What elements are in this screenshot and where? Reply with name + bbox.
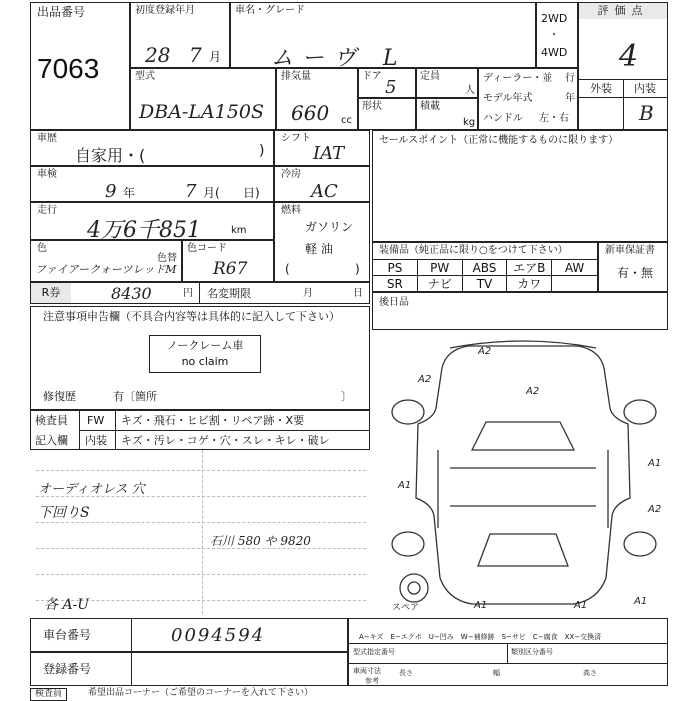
notes-title: 注意事項申告欄（不具合内容等は具体的に記入して下さい） xyxy=(43,310,340,323)
fuel-gas: ガソリン xyxy=(305,220,354,234)
type-value: DBA-LA150S xyxy=(139,101,264,123)
front-right-wheel xyxy=(624,400,656,424)
equipment-item: TV xyxy=(463,276,508,292)
mileage-label: 走行 xyxy=(37,205,57,216)
mark-a1-right: A1 xyxy=(648,458,662,469)
lot-number: 7063 xyxy=(37,53,100,84)
color-code-box xyxy=(182,240,274,282)
chassis-label: 車台番号 xyxy=(43,628,92,642)
bottom-strip xyxy=(30,688,668,700)
side-lines xyxy=(438,450,608,528)
mark-a2-hood: A2 xyxy=(526,386,540,397)
ac-box xyxy=(274,166,370,202)
windshield-outline xyxy=(472,422,574,450)
first-reg-label: 初度登録年月 xyxy=(135,5,195,16)
no-claim-box xyxy=(149,335,261,373)
mark-a1-bottom-2: A1 xyxy=(574,600,588,611)
day-unit: 日 xyxy=(353,288,363,299)
memo-note-1: オーディオレス 穴 xyxy=(38,482,145,497)
ext-label: 外装 xyxy=(590,82,612,95)
reg-label: 登録番号 xyxy=(43,662,92,676)
no-claim-2: no claim xyxy=(181,355,229,368)
front-left-wheel xyxy=(392,400,424,424)
model-box xyxy=(230,2,536,71)
shaken-year: 9 xyxy=(105,181,117,202)
name-change-label: 名変期限 xyxy=(207,287,251,300)
mileage-value: 4万6千851 xyxy=(87,218,201,243)
category-label: 類別区分番号 xyxy=(511,648,553,656)
color-code: R67 xyxy=(213,259,248,279)
score-box xyxy=(578,2,668,130)
shaken-day-unit: 日) xyxy=(243,186,260,200)
equipment-item: ナビ xyxy=(418,276,463,292)
chassis-box xyxy=(30,618,348,652)
dealer-box xyxy=(478,68,578,130)
fuel-paren-close: ) xyxy=(355,262,360,276)
recycle-label: R券 xyxy=(31,283,71,303)
color-code-label: 色コード xyxy=(187,243,227,254)
load-box xyxy=(416,98,478,130)
ref-label: 参考 xyxy=(365,677,379,685)
load-label: 積載 xyxy=(420,101,440,112)
history-close: ) xyxy=(259,143,265,159)
after-box xyxy=(372,292,668,330)
dealer-row: 行 xyxy=(565,73,575,84)
equipment-item: AW xyxy=(552,260,597,276)
kg-unit: kg xyxy=(463,117,476,128)
first-reg-month: 7 xyxy=(189,43,202,67)
fw-label: FW xyxy=(87,414,105,427)
inspector-box xyxy=(30,410,370,450)
drive-dot: ・ xyxy=(549,30,559,41)
warranty-box xyxy=(598,242,668,292)
recycle-row xyxy=(30,282,370,304)
reg-box xyxy=(30,652,348,686)
month-unit: 月 xyxy=(303,288,313,299)
doors-value: 5 xyxy=(385,77,397,98)
shift-value: IAT xyxy=(313,143,345,164)
legend-line: A−キズ E−エクボ U−凹み W−補修跡 S−サビ C−腐食 XX−交換済 xyxy=(359,633,602,641)
model-year-unit: 年 xyxy=(565,93,575,104)
color-box xyxy=(30,240,182,282)
lot-label: 出品番号 xyxy=(37,5,86,19)
legend-box xyxy=(348,618,668,686)
history-box xyxy=(30,130,274,166)
width-label: 幅 xyxy=(493,669,500,677)
drive-2wd: 2WD xyxy=(541,12,568,25)
equipment-label: 装備品（純正品に限り○をつけて下さい） xyxy=(379,245,568,256)
front-bumper-outline xyxy=(450,341,596,348)
shaken-label: 車検 xyxy=(37,169,57,180)
model-name-label: 車名・グレード xyxy=(235,5,305,16)
drive-box xyxy=(536,2,578,68)
score-value: 4 xyxy=(619,39,639,74)
memo-note-4: 各 A-U xyxy=(44,597,90,613)
doors-box xyxy=(358,68,416,98)
memo-area xyxy=(30,450,370,618)
equipment-box xyxy=(372,242,598,292)
mark-a2-top: A2 xyxy=(478,346,492,357)
ac-label: 冷房 xyxy=(281,169,301,180)
fw-items: キズ・飛石・ヒビ割・リペア跡・X要 xyxy=(121,414,305,427)
first-reg-month-unit: 月 xyxy=(209,50,222,64)
fuel-label: 燃料 xyxy=(281,205,301,216)
spare-label: スペア xyxy=(392,603,420,613)
score-label: 評価点 xyxy=(579,3,667,19)
km-unit: km xyxy=(231,225,247,236)
sales-point-box xyxy=(372,130,668,242)
shape-label: 形状 xyxy=(362,101,382,112)
chassis-value: 0094594 xyxy=(171,625,266,646)
rear-window-outline xyxy=(478,534,568,566)
spare-tire xyxy=(400,574,428,602)
warranty-value: 有・無 xyxy=(617,266,654,280)
memo-note-3: 石川 580 や 9820 xyxy=(210,534,311,548)
memo-note-2: 下回りS xyxy=(38,505,90,521)
dimension-label: 車両寸法 xyxy=(353,667,381,675)
interior-label: 内装 xyxy=(85,434,107,447)
handle-value: 左・右 xyxy=(539,113,569,124)
capacity-label: 定員 xyxy=(420,71,440,82)
ac-value: AC xyxy=(311,181,338,202)
type-box xyxy=(130,68,276,130)
drive-4wd: 4WD xyxy=(541,46,568,59)
equipment-item: PS xyxy=(373,260,418,276)
mark-a1-bottom-1: A1 xyxy=(474,600,488,611)
person-unit: 人 xyxy=(465,85,475,96)
yen-unit: 円 xyxy=(183,288,193,299)
int-label: 内装 xyxy=(634,82,656,95)
fuel-paren-open: ( xyxy=(285,262,290,276)
shaken-year-unit: 年 xyxy=(123,186,136,200)
recycle-value: 8430 xyxy=(111,284,152,303)
bottom-label-2: 希望出品コーナー（ご希望のコーナーを入れて下さい） xyxy=(88,688,314,698)
shaken-month: 7 xyxy=(185,181,197,202)
mark-a2-left: A2 xyxy=(418,374,432,385)
displacement-label: 排気量 xyxy=(281,71,311,82)
equipment-item: カワ xyxy=(507,276,552,292)
notes-box xyxy=(30,306,370,410)
history-value: 自家用・( xyxy=(75,146,146,165)
mark-a1-left: A1 xyxy=(398,480,412,491)
interior-items: キズ・汚レ・コゲ・穴・スレ・キレ・破レ xyxy=(121,434,330,447)
first-reg-year: 28 xyxy=(145,43,171,67)
shaken-month-unit: 月( xyxy=(203,186,220,200)
dealer-label: ディーラー・並 xyxy=(483,73,553,84)
history-label: 車歴 xyxy=(37,133,57,144)
shift-box xyxy=(274,130,370,166)
color-value: ファイアークォーツレッドM xyxy=(35,263,177,276)
int-grade: B xyxy=(639,101,654,125)
repair-label: 修復歴 xyxy=(43,390,76,403)
sales-point-label: セールスポイント（正常に機能するものに限ります） xyxy=(379,135,619,146)
no-claim-1: ノークレーム車 xyxy=(166,339,244,352)
shape-box xyxy=(358,98,416,130)
warranty-label: 新車保証書 xyxy=(605,245,655,256)
mileage-box xyxy=(30,202,274,243)
rear-left-wheel xyxy=(392,532,424,556)
mark-a1-bottom-3: A1 xyxy=(634,596,648,607)
inspector-label: 検査員 xyxy=(35,414,68,427)
displacement-value: 660 xyxy=(291,101,330,125)
equipment-item: SR xyxy=(373,276,418,292)
equipment-grid xyxy=(373,260,597,292)
equipment-item: ABS xyxy=(463,260,508,276)
color-label: 色 xyxy=(37,243,47,254)
height-label: 高さ xyxy=(583,669,597,677)
after-label: 後日品 xyxy=(379,297,409,308)
length-label: 長さ xyxy=(399,669,413,677)
model-year-label: モデル年式 xyxy=(483,93,533,104)
lot-box xyxy=(30,2,130,130)
capacity-box xyxy=(416,68,478,98)
entry-label: 記入欄 xyxy=(35,434,68,447)
model-name: ムーヴ L xyxy=(271,46,408,71)
mark-a2-right: A2 xyxy=(648,504,662,515)
repair-value: 有〔箇所 xyxy=(113,390,157,403)
first-reg-box xyxy=(130,2,230,68)
rear-right-wheel xyxy=(624,532,656,556)
fuel-diesel: 軽 油 xyxy=(305,242,333,256)
displacement-box xyxy=(276,68,358,130)
car-diagram xyxy=(378,338,670,620)
designation-label: 型式指定番号 xyxy=(353,648,395,656)
car-roof-outline xyxy=(416,346,630,604)
doors-label: ドア xyxy=(362,71,382,82)
cc-unit: cc xyxy=(341,115,352,126)
equipment-item: エアB xyxy=(507,260,552,276)
equipment-item: PW xyxy=(418,260,463,276)
fuel-box xyxy=(274,202,370,282)
type-label: 型式 xyxy=(135,71,155,82)
repair-close: 〕 xyxy=(341,390,352,403)
shift-label: シフト xyxy=(281,133,311,144)
handle-label: ハンドル xyxy=(483,113,523,124)
bottom-label-1: 検査員 xyxy=(30,688,67,701)
color-change-label: 色替 xyxy=(157,253,177,264)
shaken-box xyxy=(30,166,274,202)
